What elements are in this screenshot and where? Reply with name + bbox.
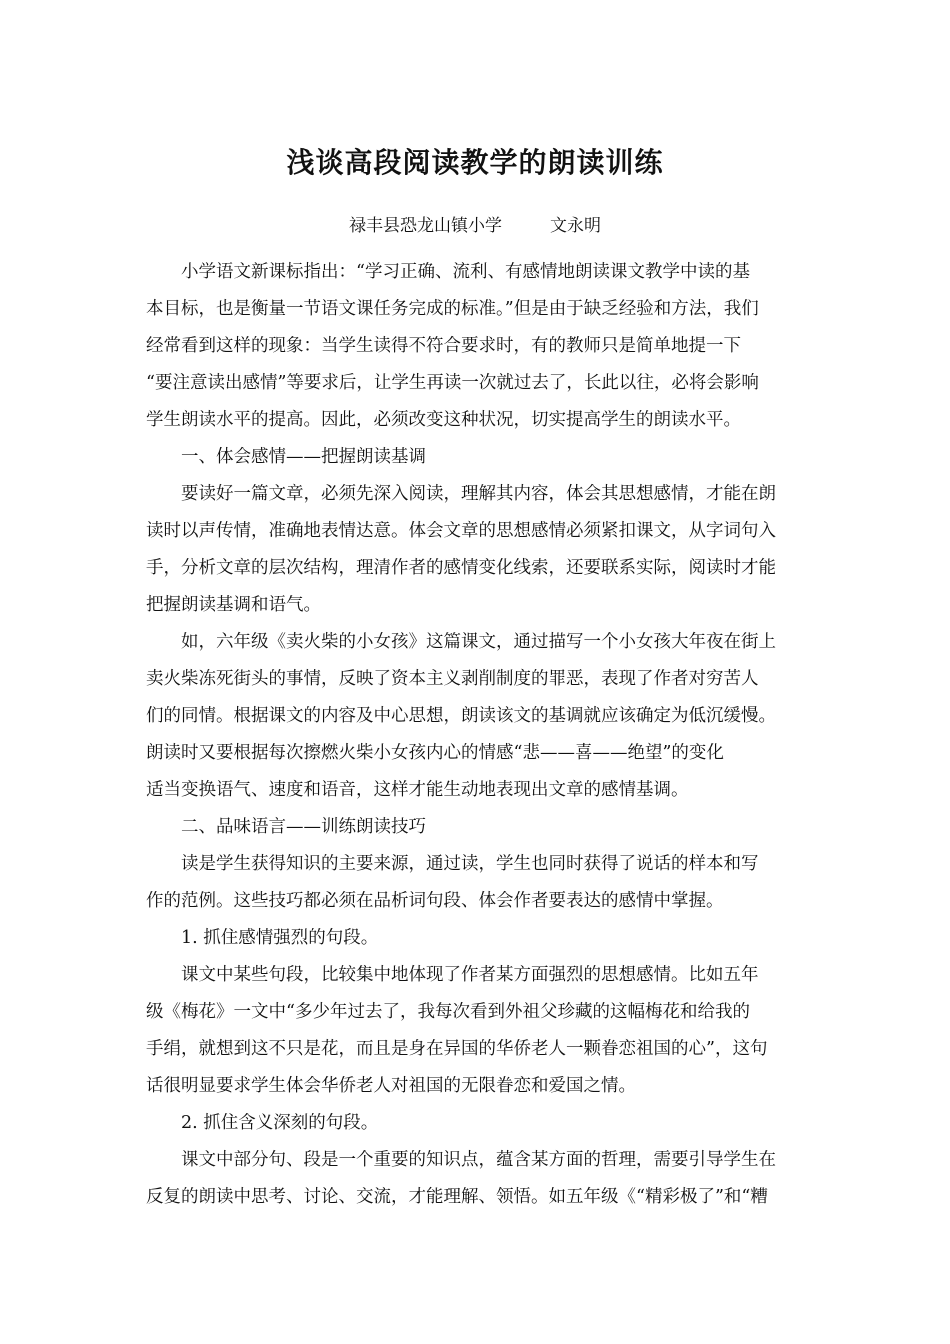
body-line: 课文中部分句、段是一个重要的知识点，蕴含某方面的哲理，需要引导学生在	[146, 1150, 776, 1170]
body-line: 们的同情。根据课文的内容及中心思想，朗读该文的基调就应该确定为低沉缓慢。	[146, 706, 776, 726]
body-line: 课文中某些句段，比较集中地体现了作者某方面强烈的思想感情。比如五年	[146, 965, 759, 985]
body-line: 手绢，就想到这不只是花，而且是身在异国的华侨老人一颗眷恋祖国的心”，这句	[146, 1039, 768, 1059]
subsection-heading: 2. 抓住含义深刻的句段。	[146, 1113, 379, 1133]
body-line: 本目标，也是衡量一节语文课任务完成的标准。”但是由于缺乏经验和方法，我们	[146, 299, 759, 319]
body-line: 学生朗读水平的提高。因此，必须改变这种状况，切实提高学生的朗读水平。	[146, 410, 741, 430]
author-school: 禄丰县恐龙山镇小学	[349, 216, 502, 236]
author-byline	[0, 214, 950, 238]
body-line: 读是学生获得知识的主要来源，通过读，学生也同时获得了说话的样本和写	[146, 854, 759, 874]
body-line: 级《梅花》一文中“多少年过去了，我每次看到外祖父珍藏的这幅梅花和给我的	[146, 1002, 750, 1022]
body-line: 要读好一篇文章，必须先深入阅读，理解其内容，体会其思想感情，才能在朗	[146, 484, 776, 504]
body-line: 适当变换语气、速度和语音，这样才能生动地表现出文章的感情基调。	[146, 780, 689, 800]
subsection-heading: 1. 抓住感情强烈的句段。	[146, 928, 379, 948]
body-line: 手，分析文章的层次结构，理清作者的感情变化线索，还要联系实际，阅读时才能	[146, 558, 776, 578]
body-line: 作的范例。这些技巧都必须在品析词句段、体会作者要表达的感情中掌握。	[146, 891, 724, 911]
body-line: 话很明显要求学生体会华侨老人对祖国的无限眷恋和爱国之情。	[146, 1076, 636, 1096]
body-line: 经常看到这样的现象：当学生读得不符合要求时，有的教师只是简单地提一下	[146, 336, 741, 356]
section-heading: 一、体会感情——把握朗读基调	[146, 447, 426, 467]
section-heading: 二、品味语言——训练朗读技巧	[146, 817, 426, 837]
body-line: 读时以声传情，准确地表情达意。体会文章的思想感情必须紧扣课文，从字词句入	[146, 521, 776, 541]
body-line: 把握朗读基调和语气。	[146, 595, 321, 615]
body-line: 小学语文新课标指出：“学习正确、流利、有感情地朗读课文教学中读的基	[146, 262, 750, 282]
body-line: 卖火柴冻死街头的事情，反映了资本主义剥削制度的罪恶，表现了作者对穷苦人	[146, 669, 759, 689]
author-name: 文永明	[550, 216, 601, 236]
body-line: 朗读时又要根据每次擦燃火柴小女孩内心的情感“悲——喜——绝望”的变化	[146, 743, 724, 763]
body-line: 如，六年级《卖火柴的小女孩》这篇课文，通过描写一个小女孩大年夜在街上	[146, 632, 776, 652]
body-line: 反复的朗读中思考、讨论、交流，才能理解、领悟。如五年级《“精彩极了”和“糟	[146, 1187, 768, 1207]
document-title: 浅谈高段阅读教学的朗读训练	[286, 146, 664, 179]
body-line: “要注意读出感情”等要求后，让学生再读一次就过去了，长此以往，必将会影响	[146, 373, 759, 393]
